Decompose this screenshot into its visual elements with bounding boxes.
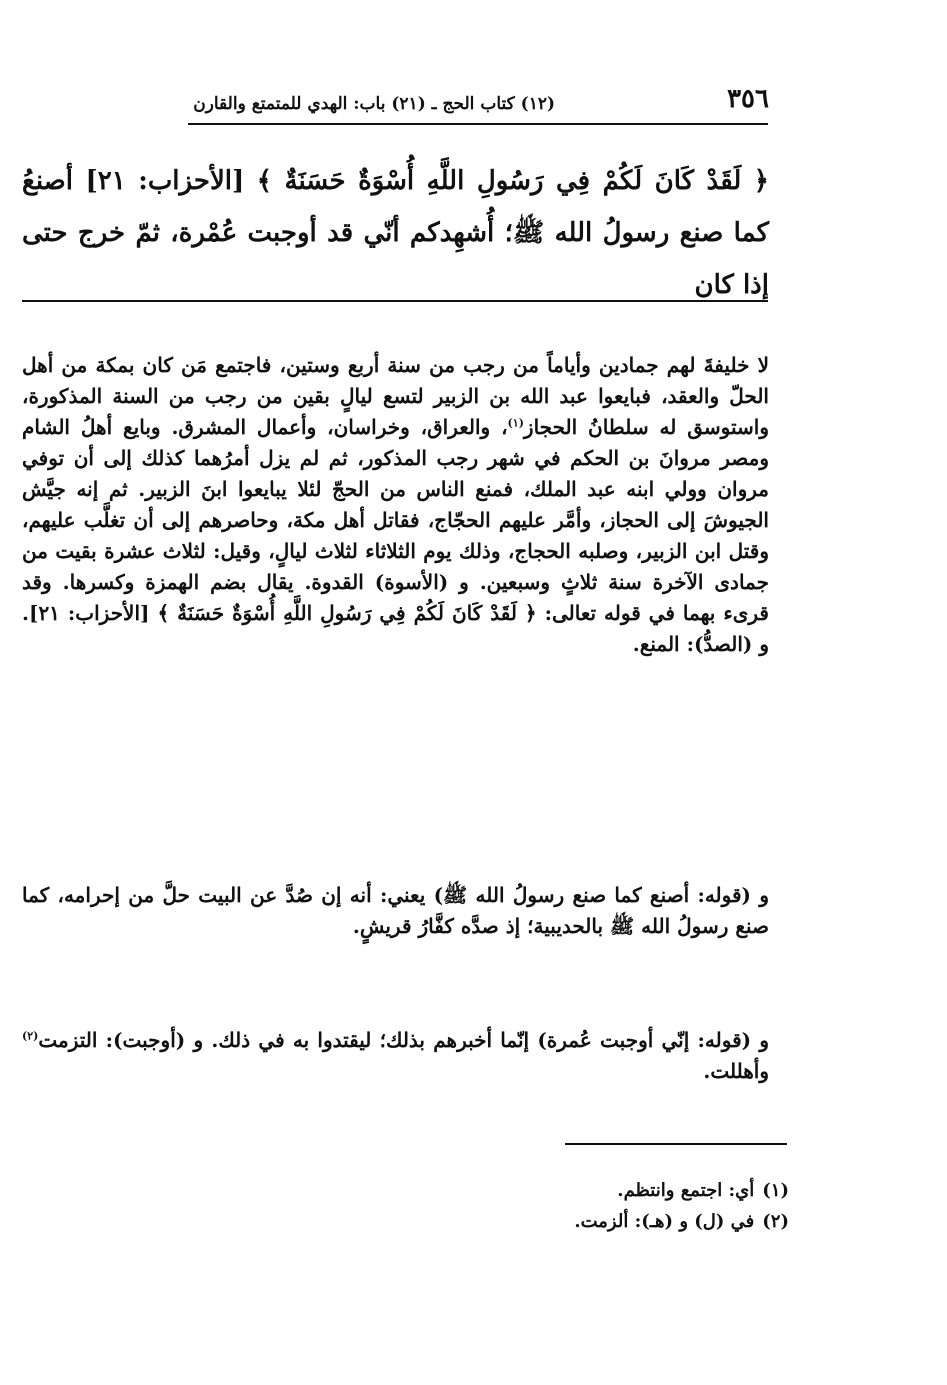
footnote-2 [300, 1206, 789, 1237]
footnote-number: (١) [762, 1180, 789, 1201]
hadith-text: ﴿ لَقَدْ كَانَ لَكُمْ فِي رَسُولِ اللَّهِ أُسْوَةٌ حَسَنَةٌ ﴾ [الأحزاب: ٢١] أصنعُ كما صنع رسولُ الله ﷺ؛ أُشهِدكم أنّي قد أوجبت عُمْرة، ثمّ خرج حتى إذا كان [22, 166, 769, 300]
page-number: ٣٥٦ [727, 84, 769, 114]
footnote-ref-2[interactable]: (٢) [22, 1029, 39, 1043]
commentary-paragraph-2: و (قوله: أصنع كما صنع رسولُ الله ﷺ) يعني: أنه إن صُدَّ عن البيت حلَّ من إحرامه، كما صنع رسولُ الله ﷺ بالحديبية؛ إذ صدَّه كفَّارُ قريشٍ. [22, 883, 769, 938]
commentary-text: لا خليفةَ لهم جمادين وأياماً من رجب من سنة أربع وستين، فاجتمع مَن كان بمكة من أهل الحلّ والعقد، فبايعوا عبد الله بن الزبير لتسع ليالٍ بقين من رجب من السنة المذكورة، واستوسق له سلطانُ الحجاز [22, 353, 769, 439]
commentary-text: [الأحزاب: ٢١]. و (الصدُّ): المنع. [22, 601, 769, 656]
header-divider [188, 123, 768, 125]
footnote-ref-1[interactable]: (١) [507, 416, 524, 430]
commentary-text: ، والعراق، وخراسان، وأعمال المشرق. وبايع أهلُ الشام ومصر مروانَ بن الحكم في شهر رجب المذكور، ثم لم يزل أمرُهما كذلك إلى أن توفي مروان وولي ابنه عبد الملك، فمنع الناس من الحجّ لئلا يبايعوا ابنَ الزبير. ثم إنه جيَّش الجيوشَ إلى الحجاز، وأمَّر عليهم الحجّاج، فقاتل أهل مكة، وحاصرهم إلى أن تغلَّب عليهم، وقتل ابن الزبير، وصلبه الحجاج، وذلك يوم الثلاثاء لثلاث ليالٍ، وقيل: لثلاث عشرة بقيت من جمادى الآخرة سنة ثلاثٍ وسبعين. و (الأسوة) القدوة. يقال بضم الهمزة وكسرها. وقد قرىء بهما في قوله تعالى: [22, 415, 769, 625]
hadith-divider [22, 300, 768, 302]
commentary-paragraph-1 [22, 350, 769, 660]
footnote-number: (٢) [762, 1211, 789, 1232]
commentary-text: و (قوله: إنّي أوجبت عُمرة) إنّما أخبرهم بذلك؛ ليقتدوا به في ذلك. و (أوجبت): التزمت [38, 1028, 769, 1052]
commentary-paragraph-3 [22, 1025, 769, 1087]
footnote-text: في (ل) و (هـ): ألزمت. [574, 1211, 755, 1232]
footnotes [300, 1175, 789, 1237]
commentary-text: وأهللت. [703, 1059, 769, 1083]
footnote-1 [300, 1175, 789, 1206]
footnote-divider [565, 1143, 787, 1145]
running-title: (١٢) كتاب الحج ـ (٢١) باب: الهدي للمتمتع والقارن [193, 94, 555, 114]
quran-quote: ﴿ لَقَدْ كَانَ لَكُمْ فِي رَسُولِ اللَّهِ أُسْوَةٌ حَسَنَةٌ ﴾ [157, 601, 537, 625]
footnote-text: أي: اجتمع وانتظم. [617, 1180, 755, 1201]
